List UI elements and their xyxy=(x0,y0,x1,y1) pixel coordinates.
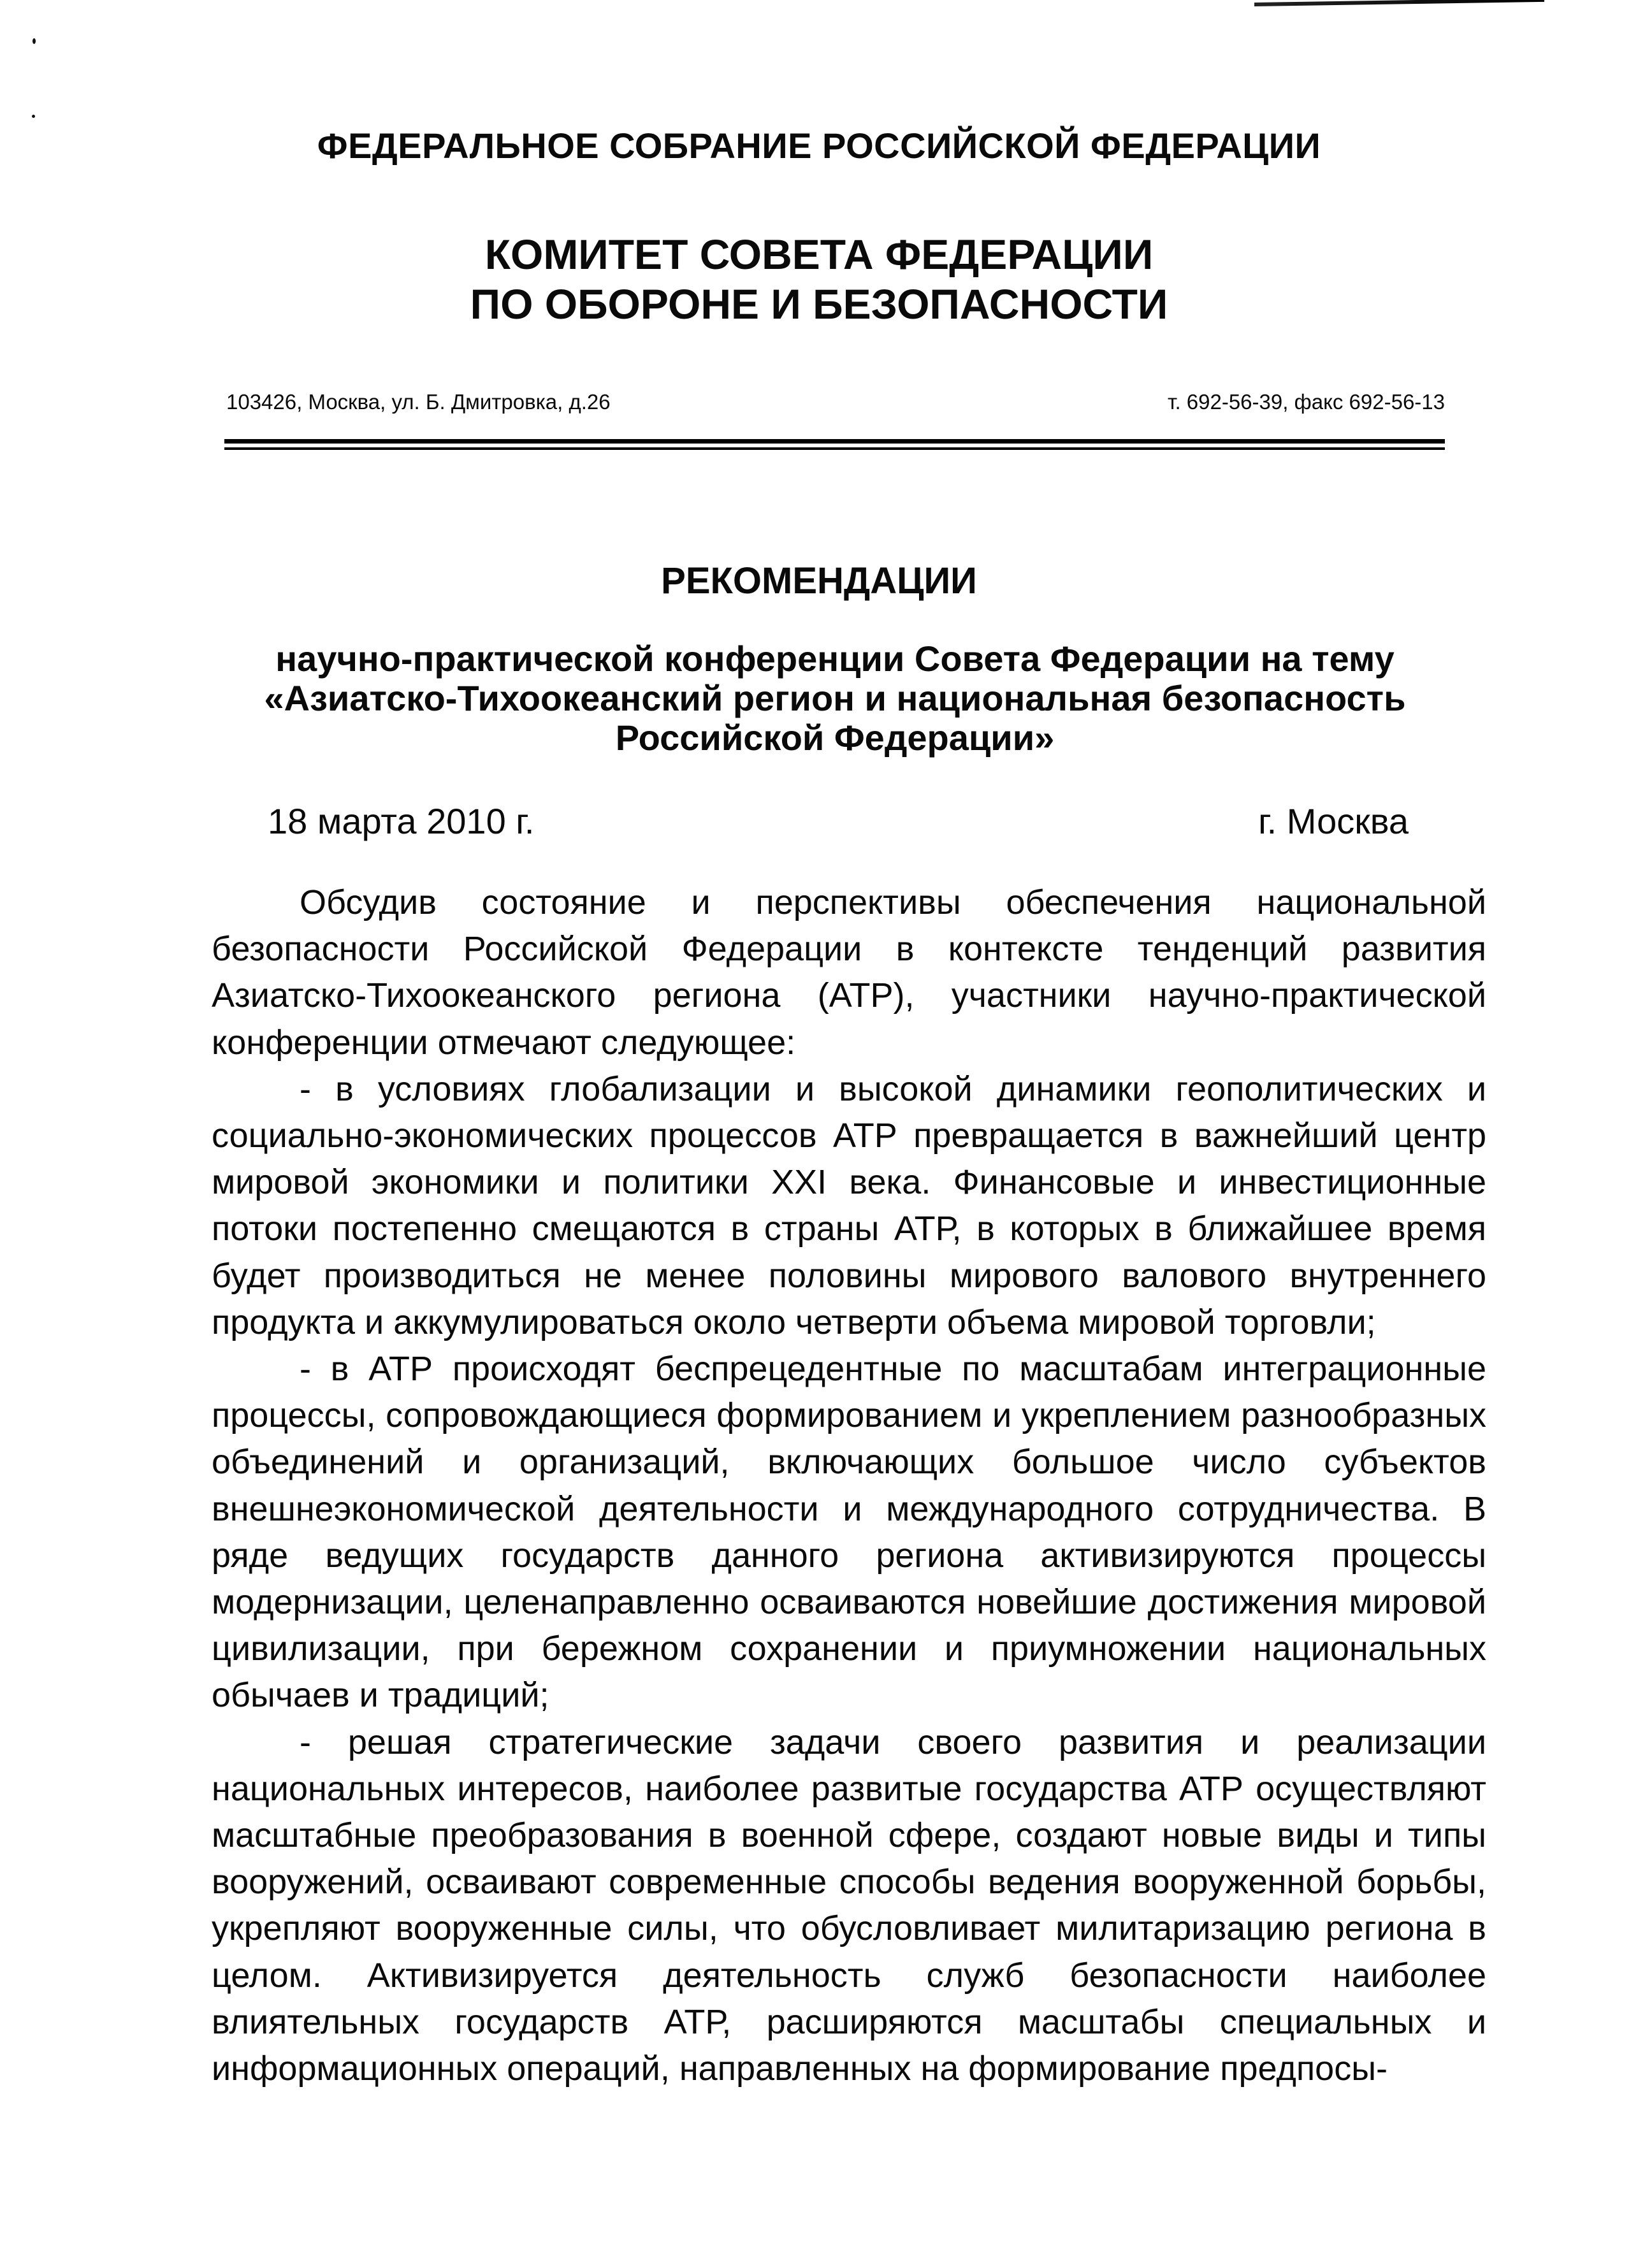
subtitle-line-3: Российской Федерации» xyxy=(615,718,1055,758)
subtitle-line-1: научно-практической конференции Совета Федерации на тему xyxy=(275,639,1395,679)
scan-artifact-line xyxy=(1254,0,1544,6)
phone-fax: т. 692-56-39, факс 692-56-13 xyxy=(1167,390,1445,414)
document-place: г. Москва xyxy=(1258,801,1409,841)
document-subtitle xyxy=(236,639,1434,758)
paragraph-bullet-military: - решая стратегические задачи своего развития и реализации национальных интересов, наиболее развитые государства АТР осуществляют масштабные преобразования в военной сфере, создают новые виды и типы вооружений, осваивают современные способы ведения вооруженной борьбы, укрепляют вооруженные силы, что обусловливает милитаризацию региона в целом. Активизируется деятельность служб безопасности наиболее влиятельных государств АТР, расширяются масштабы специальных и информационных операций, направленных на формирование предпосы- xyxy=(212,1723,1486,2088)
contact-row xyxy=(226,390,1445,414)
address: 103426, Москва, ул. Б. Дмитровка, д.26 xyxy=(226,390,611,414)
committee-name xyxy=(0,229,1638,329)
letterhead-rule-thin xyxy=(224,447,1445,450)
paragraph-intro: Обсудив состояние и перспективы обеспечения национальной безопасности Российской Федерации в контексте тенденций развития Азиатско-Тихоокеанского региона (АТР), участники научно-практической конференции отмечают следующее: xyxy=(212,883,1486,1062)
paragraph-bullet-globalization: - в условиях глобализации и высокой динамики геополитических и социально-экономических процессов АТР превращается в важнейший центр мировой экономики и политики XXI века. Финансовые и инвестиционные потоки постепенно смещаются в страны АТР, в которых в ближайшее время будет производиться не менее половины мирового валового внутреннего продукта и аккумулироваться около четверти объема мировой торговли; xyxy=(212,1069,1486,1341)
scan-speck xyxy=(32,115,35,118)
document-body xyxy=(212,879,1486,2092)
document-title: РЕКОМЕНДАЦИИ xyxy=(661,560,977,602)
scan-speck xyxy=(33,38,36,44)
date-place-row xyxy=(268,800,1409,842)
committee-line-2: ПО ОБОРОНЕ И БЕЗОПАСНОСТИ xyxy=(470,280,1168,328)
letterhead-rule-thick xyxy=(224,439,1445,444)
document-date: 18 марта 2010 г. xyxy=(268,801,535,841)
organization-name: ФЕДЕРАЛЬНОЕ СОБРАНИЕ РОССИЙСКОЙ ФЕДЕРАЦИИ xyxy=(317,126,1321,166)
subtitle-line-2: «Азиатско-Тихоокеанский регион и национальная безопасность xyxy=(264,678,1406,718)
paragraph-bullet-integration: - в АТР происходят беспрецедентные по масштабам интеграционные процессы, сопровождающиеся формированием и укреплением разнообразных объединений и организаций, включающих большое число субъектов внешнеэкономической деятельности и международного сотрудничества. В ряде ведущих государств данного региона активизируются процессы модернизации, целенаправленно осваиваются новейшие достижения мировой цивилизации, при бережном сохранении и приумножении национальных обычаев и традиций; xyxy=(212,1350,1486,1715)
committee-line-1: КОМИТЕТ СОВЕТА ФЕДЕРАЦИИ xyxy=(484,231,1154,278)
